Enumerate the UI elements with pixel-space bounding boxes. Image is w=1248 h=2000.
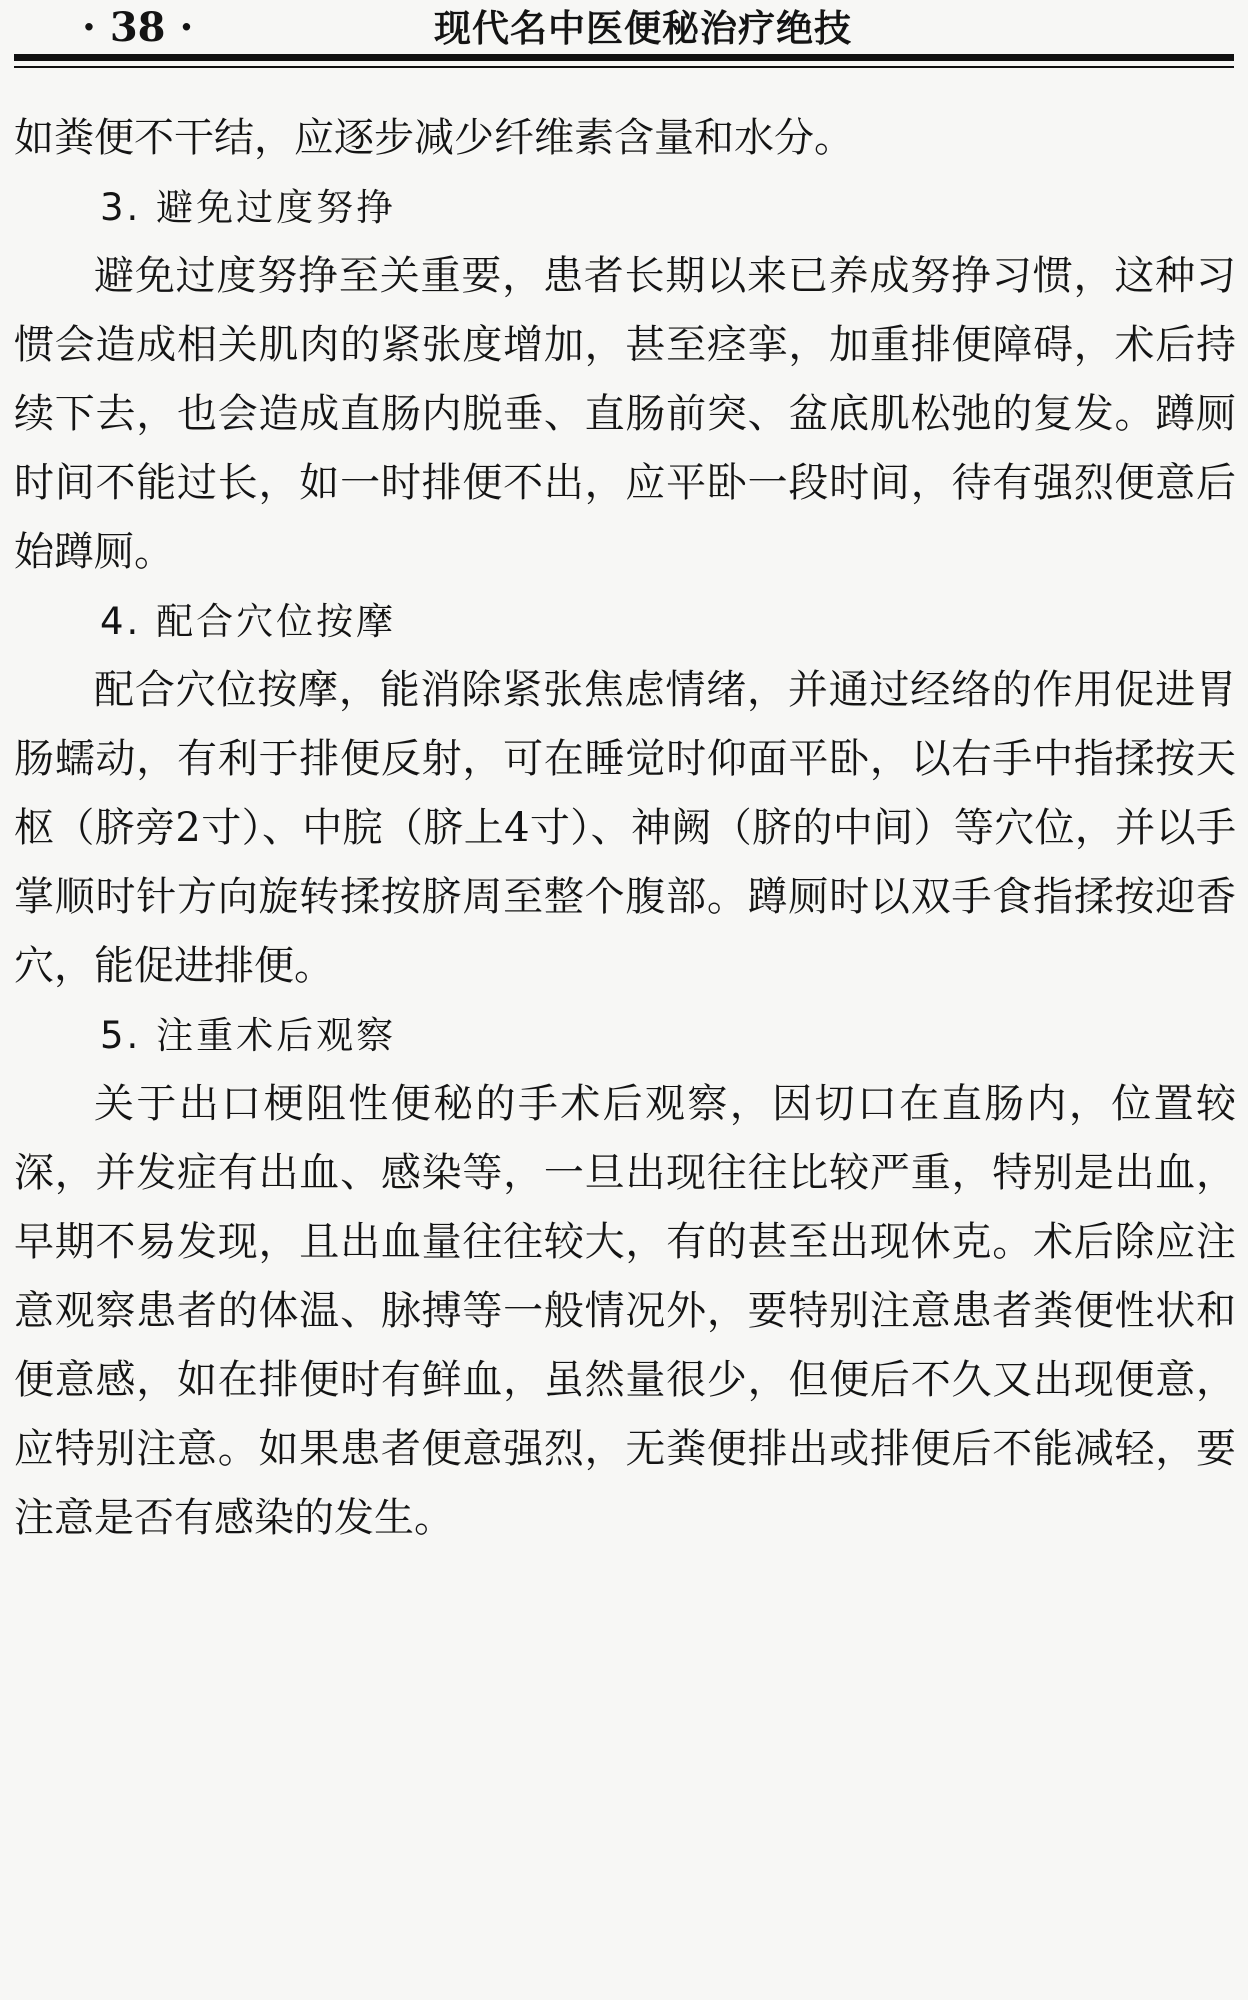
- paragraph-continuation: 如粪便不干结，应逐步减少纤维素含量和水分。: [14, 115, 854, 161]
- section-heading: 4. 配合穴位按摩: [100, 600, 397, 643]
- section-paragraph: 避免过度努挣至关重要，患者长期以来已养成努挣习惯，这种习惯会造成相关肌肉的紧张度增加，甚至痉挛，加重排便障碍，术后持续下去，也会造成直肠内脱垂、直肠前突、盆底肌松弛的复发。蹲厕时间不能过长，如一时排便不出，应平卧一段时间，待有强烈便意后始蹲厕。: [14, 253, 1236, 575]
- page-number: · 38 ·: [82, 4, 194, 51]
- header-rule-thick: [14, 54, 1234, 61]
- section-paragraph: 配合穴位按摩，能消除紧张焦虑情绪，并通过经络的作用促进胃肠蠕动，有利于排便反射，可在睡觉时仰面平卧，以右手中指揉按天枢（脐旁2寸）、中脘（脐上4寸）、神阙（脐的中间）等穴位，并以手掌顺时针方向旋转揉按脐周至整个腹部。蹲厕时以双手食指揉按迎香穴，能促进排便。: [14, 667, 1236, 989]
- section-heading: 3. 避免过度努挣: [100, 186, 397, 229]
- section-heading: 5. 注重术后观察: [100, 1014, 397, 1057]
- page-header: [14, 0, 1234, 62]
- header-rule-thin: [14, 66, 1234, 68]
- section-paragraph: 关于出口梗阻性便秘的手术后观察，因切口在直肠内，位置较深，并发症有出血、感染等，一旦出现往往比较严重，特别是出血，早期不易发现，且出血量往往较大，有的甚至出现休克。术后除应注意观察患者的体温、脉搏等一般情况外，要特别注意患者粪便性状和便意感，如在排便时有鲜血，虽然量很少，但便后不久又出现便意，应特别注意。如果患者便意强烈，无粪便排出或排便后不能减轻，要注意是否有感染的发生。: [14, 1081, 1236, 1541]
- page-body: [14, 104, 1236, 1553]
- running-title: 现代名中医便秘治疗绝技: [434, 6, 852, 50]
